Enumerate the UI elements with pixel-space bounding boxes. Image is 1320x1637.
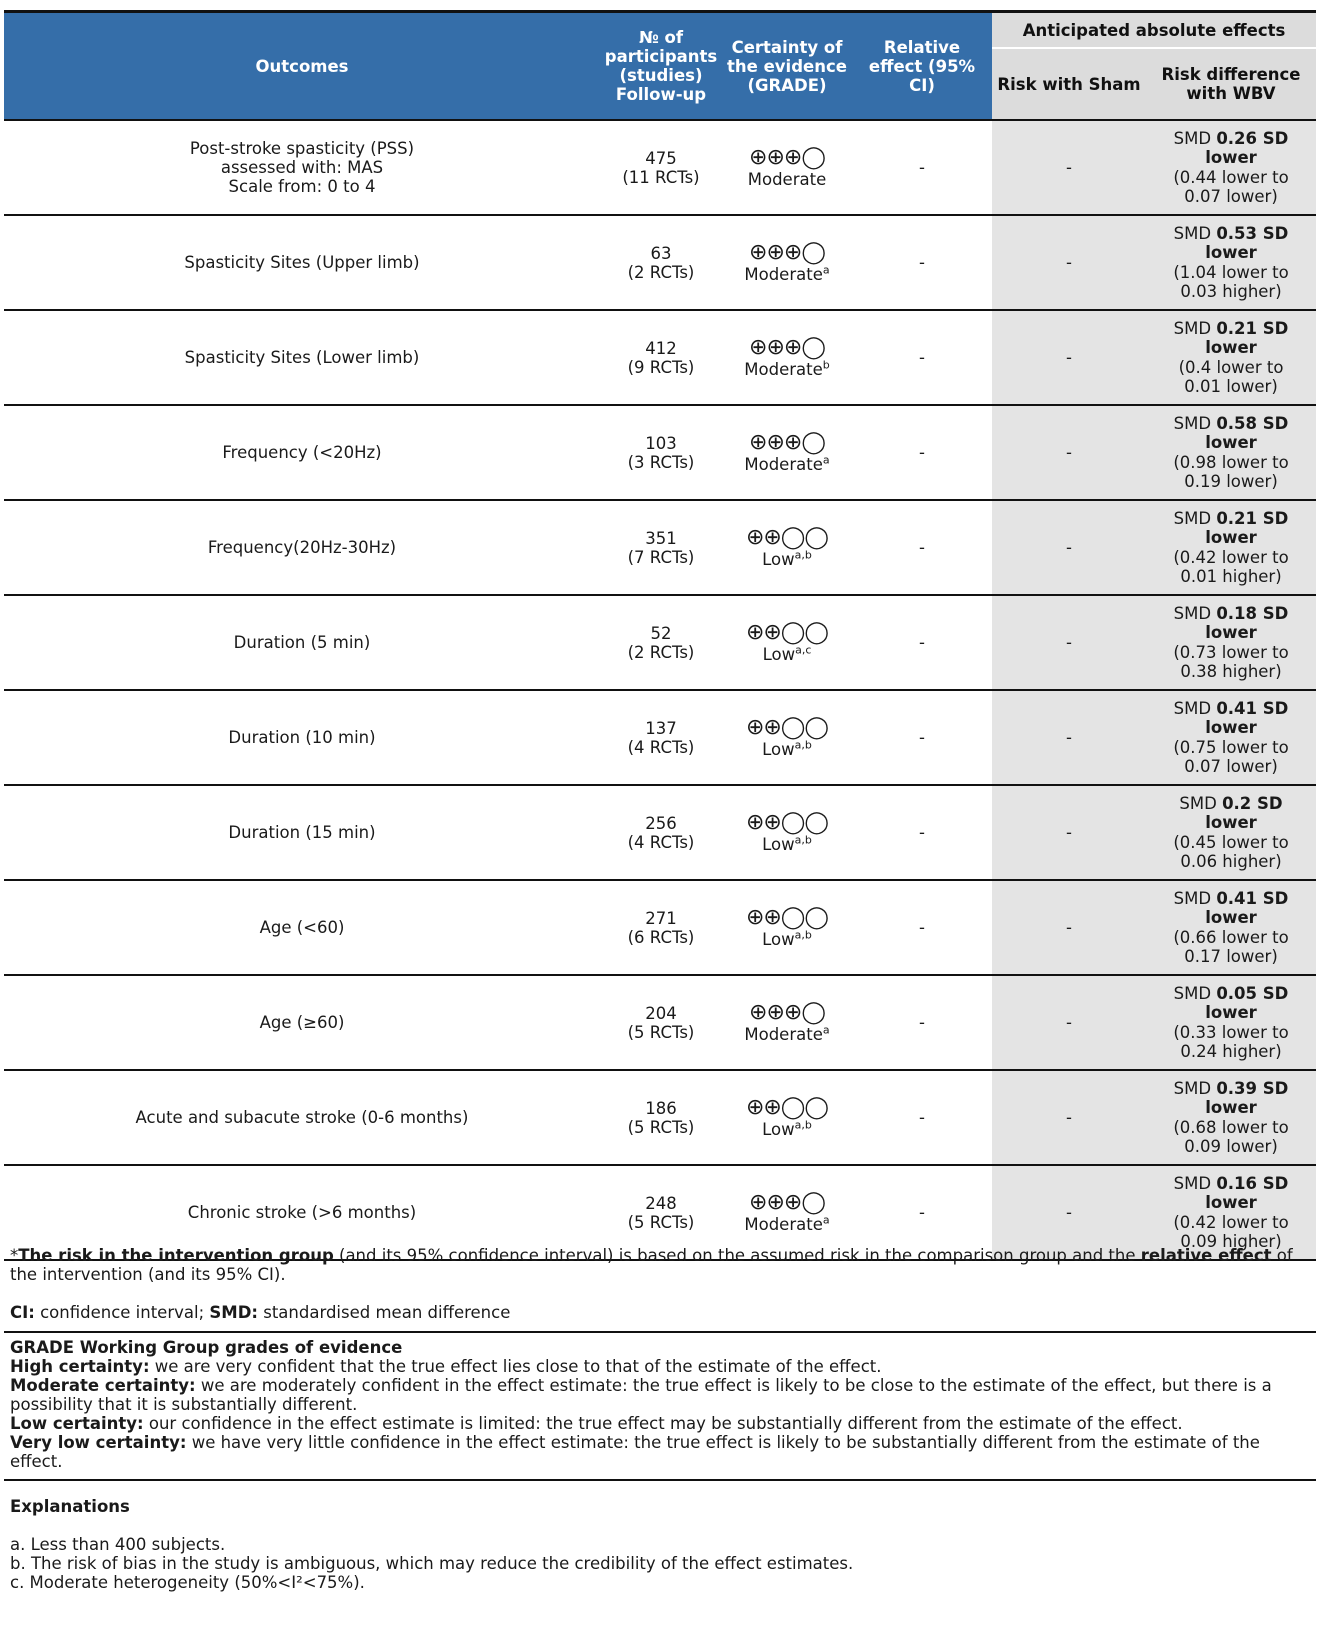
smd-line [1150, 1174, 1312, 1194]
grade-moderate-label: Moderate certainty: [10, 1376, 196, 1395]
smd-direction: lower [1205, 528, 1257, 547]
outcome-line: Post-stroke spasticity (PSS) [189, 139, 415, 158]
studies-count: (7 RCTs) [627, 547, 695, 567]
certainty-text: Low [762, 1120, 795, 1139]
grade-symbols-icon: ⊕⊕⊕◯ [749, 1190, 825, 1215]
grade-moderate-text: we are moderately confident in the effect estimate: the true effect is likely to be close to the estimate of the effect, but there is a possibility that it is substantially different. [10, 1376, 1272, 1414]
certainty-label [726, 835, 848, 854]
risk-difference-cell [1146, 405, 1316, 500]
certainty-text: Low [762, 930, 795, 949]
certainty-footnote-ref: a [822, 453, 830, 467]
smd-direction: lower [1205, 1098, 1257, 1117]
outcome-line: Scale from: 0 to 4 [228, 177, 376, 196]
smd-direction-line [1150, 813, 1312, 833]
grade-moderate [10, 1376, 1310, 1414]
header-outcomes: Outcomes [4, 13, 600, 120]
risk-sham-cell: - [992, 690, 1146, 785]
table-row [4, 310, 1316, 405]
ci-line-2: 0.07 lower) [1184, 187, 1278, 206]
certainty-text: Low [762, 740, 795, 759]
abbreviations [10, 1303, 1310, 1322]
smd-value: 0.41 SD [1216, 888, 1289, 908]
explanation-b: b. The risk of bias in the study is ambiguous, which may reduce the credibility of the effect estimates. [10, 1554, 854, 1573]
risk-sham-cell: - [992, 880, 1146, 975]
outcome-line: Age (<60) [259, 918, 345, 937]
smd-value: 0.41 SD [1216, 698, 1289, 718]
smd-prefix: SMD [1173, 983, 1217, 1003]
explanations-title: Explanations [10, 1497, 130, 1516]
smd-direction-line [1150, 528, 1312, 548]
outcome-line: Acute and subacute stroke (0-6 months) [135, 1108, 469, 1127]
grade-symbols-icon: ⊕⊕⊕◯ [749, 240, 825, 265]
smd-line [1150, 509, 1312, 529]
grade-very-low [10, 1433, 1310, 1471]
certainty-cell [722, 880, 852, 975]
certainty-label [726, 455, 848, 474]
certainty-footnote-ref: b [822, 358, 830, 372]
outcome-cell [4, 215, 600, 310]
ci-line-1: (1.04 lower to [1173, 262, 1289, 282]
participants-cell [600, 690, 722, 785]
risk-difference-cell [1146, 1070, 1316, 1165]
risk-sham-cell: - [992, 405, 1146, 500]
header-risk-difference: Risk difference with WBV [1146, 48, 1316, 120]
outcome-line: Frequency(20Hz-30Hz) [207, 538, 397, 557]
risk-sham-cell: - [992, 785, 1146, 880]
footnote-bold-1: The risk in the intervention group [18, 1246, 334, 1265]
participants-count: 256 [645, 813, 677, 833]
studies-count: (9 RCTs) [627, 357, 695, 377]
smd-direction: lower [1205, 433, 1257, 452]
table-row [4, 690, 1316, 785]
outcome-line: Duration (10 min) [228, 728, 376, 747]
footnote-bold-2: relative effect [1140, 1246, 1272, 1265]
relative-effect-cell: - [852, 405, 992, 500]
certainty-footnote-ref: a [822, 1023, 830, 1037]
summary-of-findings-table [4, 13, 1316, 1261]
participants-cell [600, 785, 722, 880]
ci-line-1: (0.4 lower to [1178, 357, 1284, 377]
risk-difference-cell [1146, 595, 1316, 690]
smd-direction: lower [1205, 1003, 1257, 1022]
outcome-cell [4, 880, 600, 975]
certainty-label [726, 550, 848, 569]
smd-direction: lower [1205, 243, 1257, 262]
certainty-label [726, 1120, 848, 1139]
ci-line-2: 0.01 higher) [1180, 567, 1282, 586]
grade-symbols-icon: ⊕⊕◯◯ [745, 810, 829, 835]
risk-difference-cell [1146, 120, 1316, 215]
smd-direction-line [1150, 243, 1312, 263]
grade-low-text: our confidence in the effect estimate is limited: the true effect may be substantially different from the estimate of the effect. [143, 1414, 1183, 1433]
certainty-label [726, 1215, 848, 1234]
certainty-cell [722, 975, 852, 1070]
smd-line [1150, 889, 1312, 909]
certainty-footnote-ref: a [822, 1213, 830, 1227]
grade-title: GRADE Working Group grades of evidence [10, 1338, 403, 1357]
grade-symbols-icon: ⊕⊕◯◯ [745, 1095, 829, 1120]
outcome-cell [4, 310, 600, 405]
risk-sham-cell: - [992, 215, 1146, 310]
risk-footnote [10, 1246, 1310, 1284]
grade-high-label: High certainty: [10, 1357, 150, 1376]
grade-symbols-icon: ⊕⊕◯◯ [745, 715, 829, 740]
risk-difference-cell [1146, 310, 1316, 405]
header-risk-sham: Risk with Sham [992, 48, 1146, 120]
grade-symbols-icon: ⊕⊕◯◯ [745, 525, 829, 550]
ci-line-1: (0.33 lower to [1173, 1022, 1289, 1042]
certainty-text: Moderate [747, 170, 827, 189]
smd-line [1150, 1079, 1312, 1099]
smd-value: 0.18 SD [1216, 603, 1289, 623]
table-row [4, 785, 1316, 880]
ci-line-1: (0.98 lower to [1173, 452, 1289, 472]
smd-prefix: SMD [1173, 508, 1217, 528]
risk-sham-cell: - [992, 1165, 1146, 1260]
footnote-star: * [10, 1246, 19, 1265]
smd-prefix: SMD [1179, 793, 1223, 813]
participants-count: 204 [645, 1003, 677, 1023]
outcome-cell [4, 405, 600, 500]
participants-count: 137 [645, 718, 677, 738]
participants-cell [600, 880, 722, 975]
smd-prefix: SMD [1173, 1173, 1217, 1193]
relative-effect-cell: - [852, 120, 992, 215]
smd-direction-line [1150, 623, 1312, 643]
participants-count: 186 [645, 1098, 677, 1118]
certainty-cell [722, 595, 852, 690]
participants-cell [600, 500, 722, 595]
certainty-cell [722, 785, 852, 880]
header-relative-effect: Relative effect (95% CI) [852, 13, 992, 120]
risk-difference-cell [1146, 215, 1316, 310]
outcome-cell [4, 1070, 600, 1165]
grade-high [10, 1357, 1310, 1376]
outcome-cell [4, 975, 600, 1070]
certainty-cell [722, 500, 852, 595]
ci-line-1: (0.45 lower to [1173, 832, 1289, 852]
certainty-footnote-ref: a,b [794, 928, 812, 942]
smd-prefix: SMD [1173, 698, 1217, 718]
table-row [4, 215, 1316, 310]
smd-direction: lower [1205, 148, 1257, 167]
ci-line-2: 0.17 lower) [1184, 947, 1278, 966]
ci-line-1: (0.68 lower to [1173, 1117, 1289, 1137]
explanation-a: a. Less than 400 subjects. [10, 1535, 226, 1554]
certainty-label [726, 170, 848, 189]
relative-effect-cell: - [852, 785, 992, 880]
participants-cell [600, 215, 722, 310]
certainty-text: Low [762, 550, 795, 569]
relative-effect-cell: - [852, 215, 992, 310]
ci-line-2: 0.24 higher) [1180, 1042, 1282, 1061]
participants-cell [600, 595, 722, 690]
relative-effect-cell: - [852, 975, 992, 1070]
relative-effect-cell: - [852, 500, 992, 595]
ci-line-1: (0.42 lower to [1173, 1212, 1289, 1232]
grade-top-rule [4, 1331, 1316, 1333]
risk-sham-cell: - [992, 975, 1146, 1070]
smd-direction: lower [1205, 813, 1257, 832]
table-row [4, 1070, 1316, 1165]
certainty-text: Moderate [744, 1025, 823, 1044]
certainty-footnote-ref: a,c [795, 643, 812, 657]
footnote-text-1: (and its 95% confidence interval) is based on the assumed risk in the comparison group and the [333, 1246, 1141, 1265]
smd-value: 0.58 SD [1216, 413, 1289, 433]
grade-symbols-icon: ⊕⊕⊕◯ [749, 335, 825, 360]
outcome-cell [4, 595, 600, 690]
participants-count: 271 [645, 908, 677, 928]
risk-sham-cell: - [992, 120, 1146, 215]
certainty-text: Moderate [744, 265, 823, 284]
risk-difference-cell [1146, 785, 1316, 880]
smd-direction: lower [1205, 1193, 1257, 1212]
certainty-cell [722, 405, 852, 500]
grade-symbols-icon: ⊕⊕⊕◯ [749, 1000, 825, 1025]
grade-symbols-icon: ⊕⊕◯◯ [745, 905, 829, 930]
smd-value: 0.05 SD [1216, 983, 1289, 1003]
certainty-text: Moderate [744, 1215, 823, 1234]
relative-effect-cell: - [852, 595, 992, 690]
smd-line [1150, 699, 1312, 719]
studies-count: (6 RCTs) [627, 927, 695, 947]
grade-verylow-text: we have very little confidence in the effect estimate: the true effect is likely to be substantially different from the estimate of the effect. [10, 1433, 1260, 1471]
smd-line [1150, 794, 1312, 814]
smd-prefix: SMD [1173, 1078, 1217, 1098]
smd-prefix: SMD [1173, 603, 1217, 623]
ci-line-1: (0.73 lower to [1173, 642, 1289, 662]
smd-direction-line [1150, 908, 1312, 928]
outcome-cell [4, 690, 600, 785]
certainty-footnote-ref: a,b [794, 833, 812, 847]
ci-line-2: 0.01 lower) [1184, 377, 1278, 396]
outcome-line: Duration (15 min) [228, 823, 376, 842]
studies-count: (4 RCTs) [627, 832, 695, 852]
table-row [4, 500, 1316, 595]
outcome-cell [4, 120, 600, 215]
explanations-list [10, 1535, 1310, 1592]
ci-line-1: (0.42 lower to [1173, 547, 1289, 567]
grade-symbols-icon: ⊕⊕⊕◯ [749, 430, 825, 455]
smd-direction-line [1150, 148, 1312, 168]
outcome-cell [4, 785, 600, 880]
smd-prefix: SMD [1173, 413, 1217, 433]
explanation-c: c. Moderate heterogeneity (50%<I²<75%). [10, 1573, 365, 1592]
participants-cell [600, 1070, 722, 1165]
participants-count: 475 [645, 148, 677, 168]
smd-direction: lower [1205, 718, 1257, 737]
smd-prefix: SMD [1173, 223, 1217, 243]
smd-value: 0.53 SD [1216, 223, 1289, 243]
ci-line-2: 0.09 lower) [1184, 1137, 1278, 1156]
studies-count: (5 RCTs) [627, 1117, 695, 1137]
participants-count: 412 [645, 338, 677, 358]
ci-line-2: 0.07 lower) [1184, 757, 1278, 776]
certainty-footnote-ref: a,b [794, 1118, 812, 1132]
certainty-label [726, 740, 848, 759]
smd-value: 0.21 SD [1216, 508, 1289, 528]
studies-count: (2 RCTs) [627, 262, 695, 282]
certainty-text: Low [762, 835, 795, 854]
smd-value: 0.21 SD [1216, 318, 1289, 338]
smd-value: 0.2 SD [1222, 793, 1283, 813]
header-anticipated-effects: Anticipated absolute effects [992, 13, 1316, 48]
grade-low-label: Low certainty: [10, 1414, 144, 1433]
table-row [4, 405, 1316, 500]
participants-count: 248 [645, 1193, 677, 1213]
grade-symbols-icon: ⊕⊕⊕◯ [749, 145, 825, 170]
certainty-cell [722, 120, 852, 215]
smd-line [1150, 319, 1312, 339]
outcome-line: Duration (5 min) [233, 633, 371, 652]
grade-low [10, 1414, 1310, 1433]
risk-difference-cell [1146, 690, 1316, 785]
grade-symbols-icon: ⊕⊕◯◯ [745, 620, 829, 645]
risk-sham-cell: - [992, 595, 1146, 690]
certainty-text: Low [762, 645, 796, 664]
certainty-text: Moderate [744, 455, 823, 474]
ci-line-2: 0.19 lower) [1184, 472, 1278, 491]
smd-direction: lower [1205, 908, 1257, 927]
table-body [4, 120, 1316, 1260]
participants-count: 103 [645, 433, 677, 453]
risk-difference-cell [1146, 880, 1316, 975]
smd-direction-line [1150, 1193, 1312, 1213]
studies-count: (5 RCTs) [627, 1022, 695, 1042]
grade-definitions [10, 1338, 1310, 1471]
smd-direction-line [1150, 338, 1312, 358]
grade-bottom-rule [4, 1479, 1316, 1481]
abbrev-smd-label: SMD: [209, 1303, 258, 1322]
smd-direction-line [1150, 718, 1312, 738]
certainty-label [726, 1025, 848, 1044]
smd-direction-line [1150, 433, 1312, 453]
relative-effect-cell: - [852, 1070, 992, 1165]
participants-count: 52 [650, 623, 672, 643]
participants-cell [600, 405, 722, 500]
smd-direction-line [1150, 1003, 1312, 1023]
smd-value: 0.39 SD [1216, 1078, 1289, 1098]
risk-sham-cell: - [992, 310, 1146, 405]
outcome-line: Spasticity Sites (Lower limb) [184, 348, 420, 367]
outcome-line: assessed with: MAS [220, 158, 384, 177]
relative-effect-cell: - [852, 1165, 992, 1260]
smd-value: 0.16 SD [1216, 1173, 1289, 1193]
header-participants: № of participants (studies) Follow-up [600, 13, 722, 120]
certainty-cell [722, 310, 852, 405]
relative-effect-cell: - [852, 690, 992, 785]
header-certainty: Certainty of the evidence (GRADE) [722, 13, 852, 120]
outcome-line: Chronic stroke (>6 months) [187, 1203, 417, 1222]
grade-verylow-label: Very low certainty: [10, 1433, 187, 1452]
footnote-text-2: of the intervention (and its 95% CI). [10, 1246, 1293, 1284]
smd-line [1150, 604, 1312, 624]
risk-sham-cell: - [992, 1070, 1146, 1165]
certainty-cell [722, 690, 852, 785]
ci-line-2: 0.03 higher) [1180, 282, 1282, 301]
risk-difference-cell [1146, 975, 1316, 1070]
certainty-footnote-ref: a,b [794, 548, 812, 562]
outcome-cell [4, 500, 600, 595]
outcome-line: Age (≥60) [259, 1013, 345, 1032]
outcome-line: Spasticity Sites (Upper limb) [184, 253, 420, 272]
smd-line [1150, 224, 1312, 244]
certainty-cell [722, 1070, 852, 1165]
certainty-cell [722, 215, 852, 310]
participants-count: 351 [645, 528, 677, 548]
certainty-text: Moderate [744, 360, 823, 379]
table-row [4, 880, 1316, 975]
smd-value: 0.26 SD [1216, 128, 1289, 148]
participants-cell [600, 975, 722, 1070]
ci-line-2: 0.38 higher) [1180, 662, 1282, 681]
table-row [4, 595, 1316, 690]
smd-prefix: SMD [1173, 318, 1217, 338]
smd-direction: lower [1205, 623, 1257, 642]
participants-cell [600, 120, 722, 215]
abbrev-ci-label: CI: [10, 1303, 35, 1322]
certainty-label [726, 645, 848, 664]
participants-count: 63 [650, 243, 672, 263]
table-row [4, 120, 1316, 215]
smd-line [1150, 414, 1312, 434]
smd-prefix: SMD [1173, 888, 1217, 908]
ci-line-1: (0.75 lower to [1173, 737, 1289, 757]
certainty-label [726, 265, 848, 284]
smd-prefix: SMD [1173, 128, 1217, 148]
smd-line [1150, 129, 1312, 149]
relative-effect-cell: - [852, 880, 992, 975]
grade-high-text: we are very confident that the true effect lies close to that of the estimate of the effect. [149, 1357, 882, 1376]
certainty-label [726, 930, 848, 949]
risk-difference-cell [1146, 500, 1316, 595]
ci-line-1: (0.66 lower to [1173, 927, 1289, 947]
certainty-footnote-ref: a [822, 263, 830, 277]
risk-sham-cell: - [992, 500, 1146, 595]
smd-line [1150, 984, 1312, 1004]
smd-direction: lower [1205, 338, 1257, 357]
outcome-line: Frequency (<20Hz) [222, 443, 382, 462]
smd-direction-line [1150, 1098, 1312, 1118]
abbrev-smd-text: standardised mean difference [258, 1303, 511, 1322]
studies-count: (2 RCTs) [627, 642, 695, 662]
ci-line-2: 0.09 higher) [1180, 1232, 1282, 1251]
certainty-footnote-ref: a,b [794, 738, 812, 752]
table-row [4, 975, 1316, 1070]
ci-line-2: 0.06 higher) [1180, 852, 1282, 871]
studies-count: (11 RCTs) [622, 167, 700, 187]
participants-cell [600, 310, 722, 405]
relative-effect-cell: - [852, 310, 992, 405]
studies-count: (3 RCTs) [627, 452, 695, 472]
ci-line-1: (0.44 lower to [1173, 167, 1289, 187]
certainty-label [726, 360, 848, 379]
abbrev-ci-text: confidence interval; [34, 1303, 210, 1322]
studies-count: (5 RCTs) [627, 1212, 695, 1232]
studies-count: (4 RCTs) [627, 737, 695, 757]
